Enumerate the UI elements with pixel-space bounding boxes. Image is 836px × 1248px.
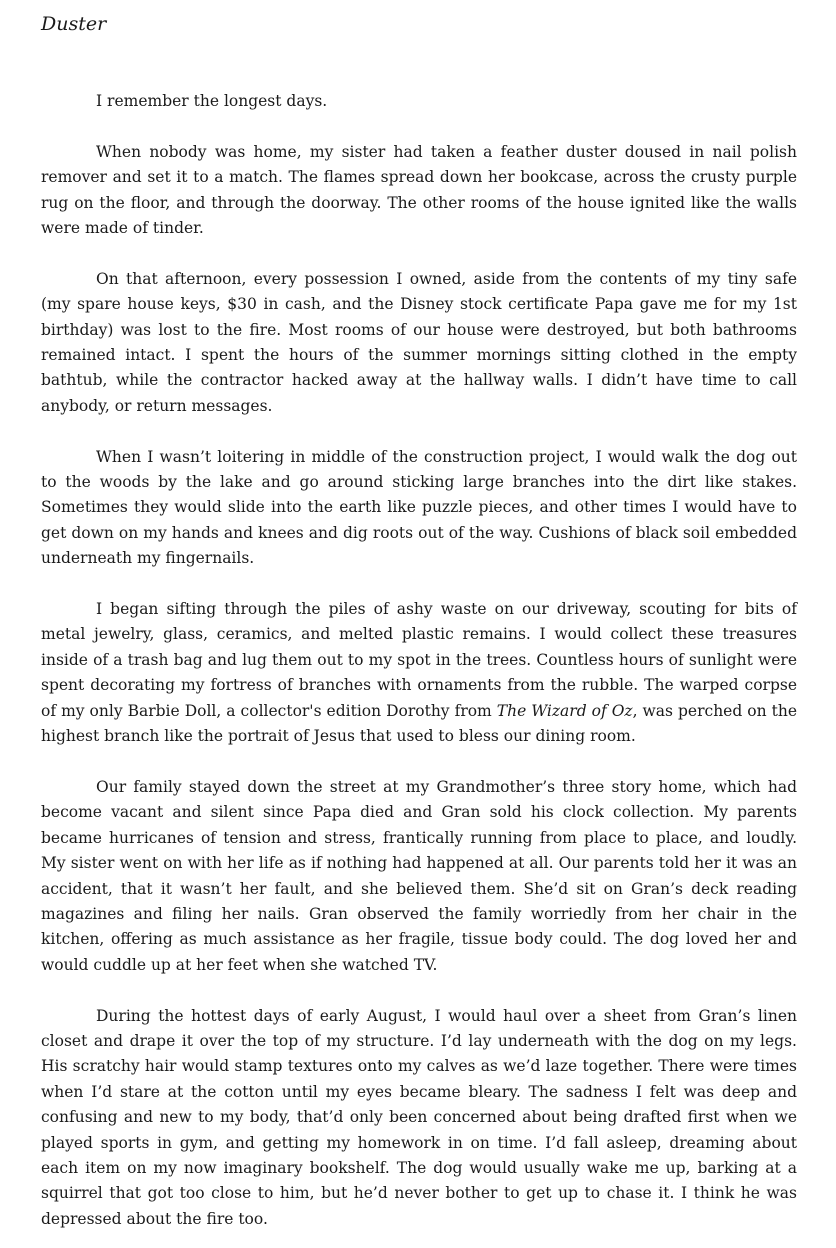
document-body <box>41 89 797 1232</box>
paragraph-1: I remember the longest days. <box>96 92 328 110</box>
paragraph-5-text-start: I began sifting through the piles of ashy waste on our driveway, scouting for bits of metal jewelry, glass, ceramics, and melted plastic remains. I would collect these treasures inside of a trash bag and lug them out to my spot in the trees. Countless hours of sunlight were spent decorating my fortress of branches with ornaments from the rubble. The warped corpse of my only Barbie Doll, a collector's edition Dorothy from <box>41 600 797 720</box>
paragraph-3: On that afternoon, every possession I owned, aside from the contents of my tiny safe (my spare house keys, $30 in cash, and the Disney stock certificate Papa gave me for my 1st birthday) was lost to the fire. Most rooms of our house were destroyed, but both bathrooms remained intact. I spent the hours of the summer mornings sitting clothed in the empty bathtub, while the contractor hacked away at the hallway walls. I didn’t have time to call anybody, or return messages. <box>41 269 797 415</box>
paragraph-5-text-end: , was perched on the highest branch like the portrait of Jesus that used to bless our dining room. <box>41 701 797 746</box>
paragraph-6: Our family stayed down the street at my Grandmother’s three story home, which had become vacant and silent since Papa died and Gran sold his clock collection. My parents became hurricanes of tension and stress, frantically running from place to place, and loudly. My sister went on with her life as if nothing had happened at all. Our parents told her it was an accident, that it wasn’t her fault, and she believed them. She’d sit on Gran’s deck reading magazines and filing her nails. Gran observed the family worriedly from her chair in the kitchen, offering as much assistance as her fragile, tissue body could. The dog loved her and would cuddle up at her feet when she watched TV. <box>41 777 797 974</box>
paragraph-4: When I wasn’t loitering in middle of the construction project, I would walk the dog out to the woods by the lake and go around sticking large branches into the dirt like stakes. Sometimes they would slide into the earth like puzzle pieces, and other times I would have to get down on my hands and knees and dig roots out of the way. Cushions of black soil embedded underneath my fingernails. <box>41 447 797 568</box>
paragraph-7: During the hottest days of early August, I would haul over a sheet from Gran’s linen closet and drape it over the top of my structure. I’d lay underneath with the dog on my legs. His scratchy hair would stamp textures onto my calves as we’d laze together. There were times when I’d stare at the cotton until my eyes became bleary. The sadness I felt was deep and confusing and new to my body, that’d only been concerned about being drafted first when we played sports in gym, and getting my homework in on time. I’d fall asleep, dreaming about each item on my now imaginary bookshelf. The dog would usually wake me up, barking at a squirrel that got too close to him, but he’d never bother to get up to chase it. I think he was depressed about the fire too. <box>41 1006 797 1228</box>
book-title-italic: The Wizard of Oz <box>496 701 633 720</box>
paragraph-5 <box>41 597 797 749</box>
document-title: Duster <box>41 13 107 35</box>
paragraph-2: When nobody was home, my sister had taken a feather duster doused in nail polish remover and set it to a match. The flames spread down her bookcase, across the crusty purple rug on the floor, and through the doorway. The other rooms of the house ignited like the walls were made of tinder. <box>41 142 797 238</box>
